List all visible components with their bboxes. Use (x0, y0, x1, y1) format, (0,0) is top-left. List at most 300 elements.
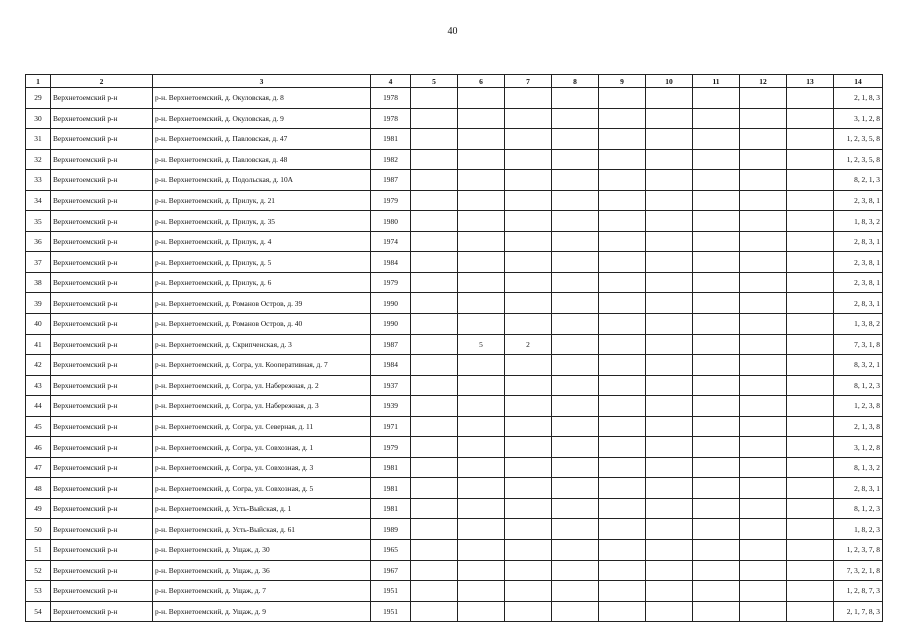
col7-cell (505, 396, 552, 417)
year-cell: 1981 (371, 478, 411, 499)
col8-cell (552, 129, 599, 150)
table-row (26, 560, 883, 581)
col11-cell (693, 314, 740, 335)
col11-cell (693, 457, 740, 478)
table-row (26, 293, 883, 314)
col13-cell (787, 88, 834, 109)
col7-cell (505, 416, 552, 437)
year-cell: 1939 (371, 396, 411, 417)
col8-cell (552, 314, 599, 335)
col10-cell (646, 396, 693, 417)
table-row (26, 231, 883, 252)
row-number-cell: 34 (26, 190, 51, 211)
col14-cell: 2, 3, 8, 1 (834, 252, 883, 273)
year-cell: 1967 (371, 560, 411, 581)
col13-cell (787, 457, 834, 478)
address-cell: р-н. Верхнетоемский, д. Ущаж, д. 30 (153, 540, 371, 561)
col14-cell: 1, 8, 2, 3 (834, 519, 883, 540)
year-cell: 1989 (371, 519, 411, 540)
col11-cell (693, 231, 740, 252)
year-cell: 1982 (371, 149, 411, 170)
col13-cell (787, 272, 834, 293)
col8-cell (552, 334, 599, 355)
col8-cell (552, 457, 599, 478)
col6-cell (458, 416, 505, 437)
year-cell: 1990 (371, 293, 411, 314)
col11-cell (693, 129, 740, 150)
col8-cell (552, 293, 599, 314)
district-cell: Верхнетоемский р-н (51, 560, 153, 581)
col7-cell: 2 (505, 334, 552, 355)
col7-cell (505, 293, 552, 314)
col5-cell (411, 437, 458, 458)
col5-cell (411, 478, 458, 499)
col8-cell (552, 416, 599, 437)
row-number-cell: 37 (26, 252, 51, 273)
col8-cell (552, 108, 599, 129)
col10-cell (646, 88, 693, 109)
year-cell: 1937 (371, 375, 411, 396)
table-row (26, 211, 883, 232)
col8-cell (552, 601, 599, 622)
col9-cell (599, 355, 646, 376)
col14-cell: 8, 3, 2, 1 (834, 355, 883, 376)
year-cell: 1987 (371, 170, 411, 191)
col11-cell (693, 334, 740, 355)
row-number-cell: 51 (26, 540, 51, 561)
col8-cell (552, 149, 599, 170)
col11-cell (693, 560, 740, 581)
col14-cell: 2, 8, 3, 1 (834, 293, 883, 314)
table-row (26, 252, 883, 273)
table-row (26, 272, 883, 293)
col5-cell (411, 252, 458, 273)
year-cell: 1981 (371, 129, 411, 150)
row-number-cell: 49 (26, 498, 51, 519)
col14-cell: 2, 3, 8, 1 (834, 272, 883, 293)
year-cell: 1978 (371, 108, 411, 129)
year-cell: 1971 (371, 416, 411, 437)
col10-cell (646, 129, 693, 150)
col9-cell (599, 478, 646, 499)
col13-cell (787, 170, 834, 191)
col13-cell (787, 293, 834, 314)
row-number-cell: 46 (26, 437, 51, 458)
col6-cell (458, 396, 505, 417)
col7-cell (505, 88, 552, 109)
address-cell: р-н. Верхнетоемский, д. Ущаж, д. 7 (153, 581, 371, 602)
col13-cell (787, 355, 834, 376)
year-cell: 1979 (371, 272, 411, 293)
col9-cell (599, 457, 646, 478)
col12-cell (740, 211, 787, 232)
col6-cell (458, 190, 505, 211)
col6-cell (458, 272, 505, 293)
district-cell: Верхнетоемский р-н (51, 375, 153, 396)
col9-cell (599, 272, 646, 293)
col12-cell (740, 375, 787, 396)
col13-cell (787, 375, 834, 396)
col11-cell (693, 211, 740, 232)
col13-cell (787, 519, 834, 540)
col13-cell (787, 601, 834, 622)
year-cell: 1978 (371, 88, 411, 109)
address-cell: р-н. Верхнетоемский, д. Согра, ул. Набережная, д. 2 (153, 375, 371, 396)
col10-cell (646, 149, 693, 170)
col13-cell (787, 478, 834, 499)
col6-cell (458, 108, 505, 129)
column-header-2: 2 (51, 75, 153, 88)
col7-cell (505, 601, 552, 622)
col5-cell (411, 375, 458, 396)
col5-cell (411, 334, 458, 355)
col14-cell: 2, 1, 7, 8, 3 (834, 601, 883, 622)
col5-cell (411, 314, 458, 335)
district-cell: Верхнетоемский р-н (51, 540, 153, 561)
col11-cell (693, 293, 740, 314)
col7-cell (505, 211, 552, 232)
col13-cell (787, 581, 834, 602)
col5-cell (411, 129, 458, 150)
col13-cell (787, 314, 834, 335)
col7-cell (505, 129, 552, 150)
col6-cell (458, 601, 505, 622)
col14-cell: 8, 1, 2, 3 (834, 498, 883, 519)
col12-cell (740, 457, 787, 478)
col10-cell (646, 416, 693, 437)
column-header-12: 12 (740, 75, 787, 88)
address-cell: р-н. Верхнетоемский, д. Скрипченская, д. 3 (153, 334, 371, 355)
table-row (26, 519, 883, 540)
col14-cell: 1, 2, 3, 5, 8 (834, 149, 883, 170)
col13-cell (787, 498, 834, 519)
table-row (26, 581, 883, 602)
col11-cell (693, 396, 740, 417)
col11-cell (693, 190, 740, 211)
col14-cell: 2, 8, 3, 1 (834, 478, 883, 499)
col10-cell (646, 252, 693, 273)
year-cell: 1981 (371, 457, 411, 478)
col5-cell (411, 211, 458, 232)
address-cell: р-н. Верхнетоемский, д. Подольская, д. 10А (153, 170, 371, 191)
address-cell: р-н. Верхнетоемский, д. Романов Остров, д. 39 (153, 293, 371, 314)
col8-cell (552, 375, 599, 396)
col5-cell (411, 416, 458, 437)
col8-cell (552, 540, 599, 561)
col14-cell: 2, 3, 8, 1 (834, 190, 883, 211)
col9-cell (599, 190, 646, 211)
col11-cell (693, 272, 740, 293)
col9-cell (599, 149, 646, 170)
address-cell: р-н. Верхнетоемский, д. Окуловская, д. 8 (153, 88, 371, 109)
row-number-cell: 41 (26, 334, 51, 355)
year-cell: 1984 (371, 252, 411, 273)
col12-cell (740, 416, 787, 437)
row-number-cell: 35 (26, 211, 51, 232)
header-row (26, 75, 883, 88)
col12-cell (740, 519, 787, 540)
col10-cell (646, 375, 693, 396)
year-cell: 1979 (371, 190, 411, 211)
col5-cell (411, 272, 458, 293)
table-body (26, 88, 883, 622)
col9-cell (599, 293, 646, 314)
col10-cell (646, 457, 693, 478)
column-header-10: 10 (646, 75, 693, 88)
row-number-cell: 50 (26, 519, 51, 540)
col8-cell (552, 211, 599, 232)
col5-cell (411, 457, 458, 478)
table-row (26, 498, 883, 519)
table-row (26, 108, 883, 129)
col14-cell: 2, 1, 3, 8 (834, 416, 883, 437)
col9-cell (599, 581, 646, 602)
row-number-cell: 52 (26, 560, 51, 581)
col7-cell (505, 355, 552, 376)
col13-cell (787, 396, 834, 417)
col8-cell (552, 396, 599, 417)
col14-cell: 7, 3, 1, 8 (834, 334, 883, 355)
col6-cell (458, 498, 505, 519)
col13-cell (787, 231, 834, 252)
row-number-cell: 33 (26, 170, 51, 191)
col14-cell: 8, 2, 1, 3 (834, 170, 883, 191)
col10-cell (646, 355, 693, 376)
table-row (26, 170, 883, 191)
district-cell: Верхнетоемский р-н (51, 170, 153, 191)
col11-cell (693, 478, 740, 499)
district-cell: Верхнетоемский р-н (51, 88, 153, 109)
col9-cell (599, 88, 646, 109)
col12-cell (740, 355, 787, 376)
table-row (26, 437, 883, 458)
year-cell: 1987 (371, 334, 411, 355)
col14-cell: 1, 8, 3, 2 (834, 211, 883, 232)
address-cell: р-н. Верхнетоемский, д. Усть-Выйская, д. 61 (153, 519, 371, 540)
address-cell: р-н. Верхнетоемский, д. Прилук, д. 6 (153, 272, 371, 293)
column-header-13: 13 (787, 75, 834, 88)
year-cell: 1981 (371, 498, 411, 519)
col8-cell (552, 581, 599, 602)
col10-cell (646, 560, 693, 581)
col14-cell: 2, 1, 8, 3 (834, 88, 883, 109)
col11-cell (693, 355, 740, 376)
col9-cell (599, 416, 646, 437)
address-cell: р-н. Верхнетоемский, д. Прилук, д. 35 (153, 211, 371, 232)
year-cell: 1979 (371, 437, 411, 458)
col7-cell (505, 540, 552, 561)
col7-cell (505, 478, 552, 499)
column-header-11: 11 (693, 75, 740, 88)
col6-cell (458, 149, 505, 170)
address-cell: р-н. Верхнетоемский, д. Согра, ул. Кооперативная, д. 7 (153, 355, 371, 376)
col9-cell (599, 170, 646, 191)
col9-cell (599, 334, 646, 355)
col14-cell: 1, 3, 8, 2 (834, 314, 883, 335)
col12-cell (740, 272, 787, 293)
address-cell: р-н. Верхнетоемский, д. Согра, ул. Совхозная, д. 1 (153, 437, 371, 458)
col9-cell (599, 437, 646, 458)
column-header-8: 8 (552, 75, 599, 88)
table-row (26, 601, 883, 622)
col11-cell (693, 149, 740, 170)
col10-cell (646, 231, 693, 252)
col13-cell (787, 252, 834, 273)
col13-cell (787, 560, 834, 581)
col14-cell: 1, 2, 3, 5, 8 (834, 129, 883, 150)
column-header-3: 3 (153, 75, 371, 88)
col13-cell (787, 437, 834, 458)
district-cell: Верхнетоемский р-н (51, 498, 153, 519)
row-number-cell: 32 (26, 149, 51, 170)
col11-cell (693, 581, 740, 602)
district-cell: Верхнетоемский р-н (51, 293, 153, 314)
col12-cell (740, 108, 787, 129)
col13-cell (787, 129, 834, 150)
col5-cell (411, 560, 458, 581)
district-cell: Верхнетоемский р-н (51, 416, 153, 437)
row-number-cell: 38 (26, 272, 51, 293)
col5-cell (411, 170, 458, 191)
address-cell: р-н. Верхнетоемский, д. Согра, ул. Совхозная, д. 3 (153, 457, 371, 478)
year-cell: 1990 (371, 314, 411, 335)
table-row (26, 396, 883, 417)
col9-cell (599, 601, 646, 622)
col6-cell (458, 129, 505, 150)
col5-cell (411, 396, 458, 417)
col11-cell (693, 375, 740, 396)
col6-cell (458, 293, 505, 314)
col14-cell: 1, 2, 3, 8 (834, 396, 883, 417)
col9-cell (599, 519, 646, 540)
col5-cell (411, 519, 458, 540)
col6-cell (458, 211, 505, 232)
col14-cell: 1, 2, 8, 7, 3 (834, 581, 883, 602)
col5-cell (411, 149, 458, 170)
col8-cell (552, 170, 599, 191)
col10-cell (646, 581, 693, 602)
address-cell: р-н. Верхнетоемский, д. Прилук, д. 5 (153, 252, 371, 273)
col6-cell (458, 252, 505, 273)
col9-cell (599, 396, 646, 417)
col5-cell (411, 498, 458, 519)
row-number-cell: 39 (26, 293, 51, 314)
year-cell: 1974 (371, 231, 411, 252)
row-number-cell: 48 (26, 478, 51, 499)
col6-cell (458, 437, 505, 458)
district-cell: Верхнетоемский р-н (51, 149, 153, 170)
table-row (26, 478, 883, 499)
year-cell: 1951 (371, 601, 411, 622)
col12-cell (740, 498, 787, 519)
col6-cell (458, 457, 505, 478)
col12-cell (740, 170, 787, 191)
col5-cell (411, 108, 458, 129)
address-cell: р-н. Верхнетоемский, д. Ущаж, д. 36 (153, 560, 371, 581)
column-header-9: 9 (599, 75, 646, 88)
col8-cell (552, 252, 599, 273)
row-number-cell: 53 (26, 581, 51, 602)
col7-cell (505, 375, 552, 396)
district-cell: Верхнетоемский р-н (51, 211, 153, 232)
table-row (26, 375, 883, 396)
col10-cell (646, 293, 693, 314)
district-cell: Верхнетоемский р-н (51, 334, 153, 355)
district-cell: Верхнетоемский р-н (51, 581, 153, 602)
col12-cell (740, 334, 787, 355)
row-number-cell: 30 (26, 108, 51, 129)
year-cell: 1980 (371, 211, 411, 232)
col12-cell (740, 314, 787, 335)
address-cell: р-н. Верхнетоемский, д. Усть-Выйская, д. 1 (153, 498, 371, 519)
col10-cell (646, 478, 693, 499)
address-cell: р-н. Верхнетоемский, д. Романов Остров, д. 40 (153, 314, 371, 335)
col12-cell (740, 478, 787, 499)
col6-cell (458, 314, 505, 335)
col14-cell: 8, 1, 2, 3 (834, 375, 883, 396)
district-cell: Верхнетоемский р-н (51, 129, 153, 150)
table-row (26, 88, 883, 109)
row-number-cell: 54 (26, 601, 51, 622)
col12-cell (740, 560, 787, 581)
year-cell: 1951 (371, 581, 411, 602)
col10-cell (646, 108, 693, 129)
col11-cell (693, 540, 740, 561)
col6-cell (458, 540, 505, 561)
address-cell: р-н. Верхнетоемский, д. Согра, ул. Северная, д. 11 (153, 416, 371, 437)
col7-cell (505, 231, 552, 252)
col13-cell (787, 416, 834, 437)
col7-cell (505, 581, 552, 602)
col10-cell (646, 437, 693, 458)
col12-cell (740, 190, 787, 211)
address-cell: р-н. Верхнетоемский, д. Согра, ул. Набережная, д. 3 (153, 396, 371, 417)
col8-cell (552, 88, 599, 109)
col5-cell (411, 601, 458, 622)
col7-cell (505, 560, 552, 581)
col7-cell (505, 498, 552, 519)
col12-cell (740, 129, 787, 150)
col7-cell (505, 272, 552, 293)
col5-cell (411, 581, 458, 602)
col8-cell (552, 355, 599, 376)
address-cell: р-н. Верхнетоемский, д. Павловская, д. 48 (153, 149, 371, 170)
col10-cell (646, 334, 693, 355)
row-number-cell: 47 (26, 457, 51, 478)
col11-cell (693, 108, 740, 129)
col13-cell (787, 334, 834, 355)
table-row (26, 314, 883, 335)
district-cell: Верхнетоемский р-н (51, 272, 153, 293)
col14-cell: 3, 1, 2, 8 (834, 108, 883, 129)
col12-cell (740, 396, 787, 417)
col6-cell (458, 231, 505, 252)
col7-cell (505, 190, 552, 211)
district-cell: Верхнетоемский р-н (51, 314, 153, 335)
col9-cell (599, 129, 646, 150)
col8-cell (552, 478, 599, 499)
col12-cell (740, 581, 787, 602)
col6-cell: 5 (458, 334, 505, 355)
col13-cell (787, 190, 834, 211)
col12-cell (740, 231, 787, 252)
col10-cell (646, 272, 693, 293)
col14-cell: 3, 1, 2, 8 (834, 437, 883, 458)
year-cell: 1984 (371, 355, 411, 376)
col12-cell (740, 252, 787, 273)
address-cell: р-н. Верхнетоемский, д. Павловская, д. 47 (153, 129, 371, 150)
column-header-7: 7 (505, 75, 552, 88)
